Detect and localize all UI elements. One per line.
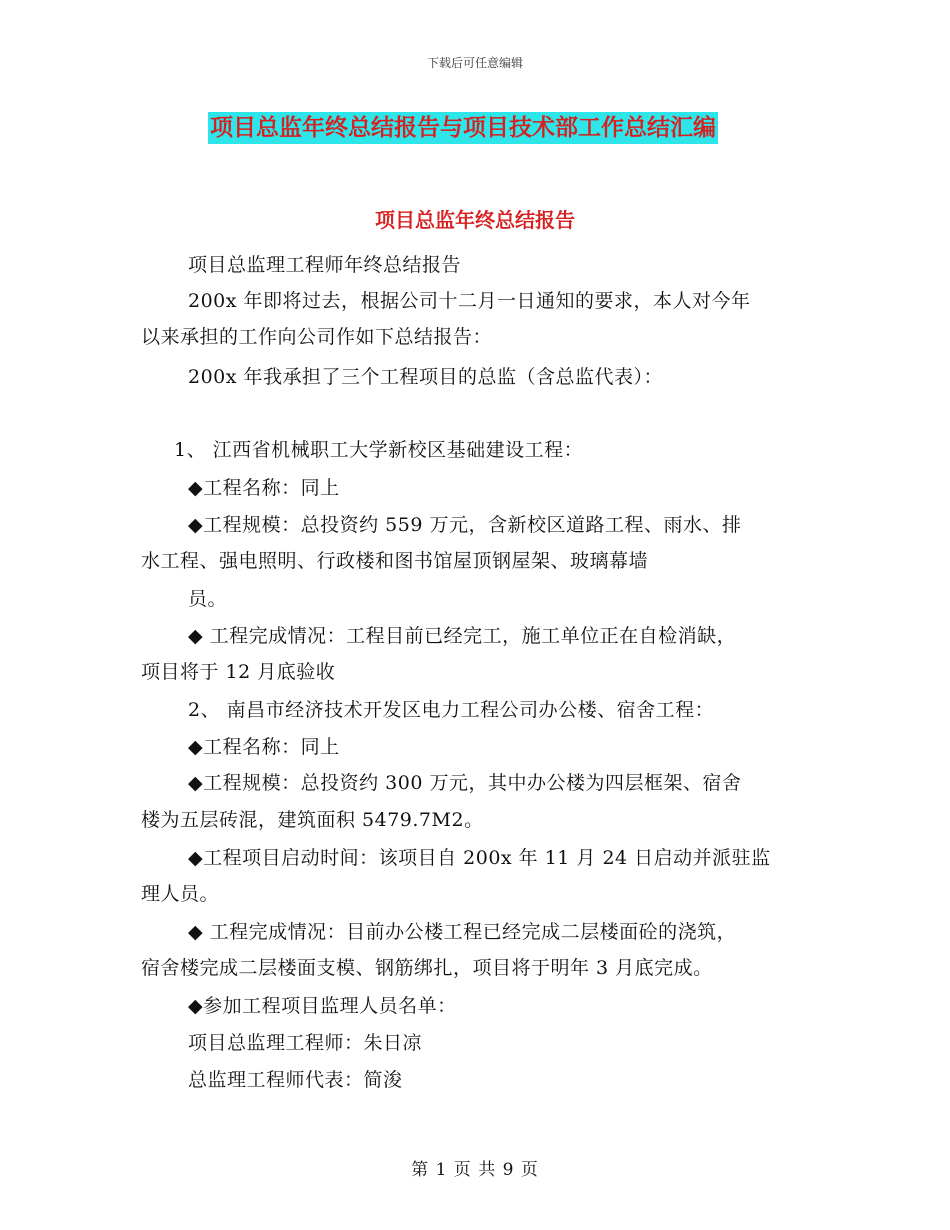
paragraph-line: 理人员。 <box>141 883 220 905</box>
document-main-title: 项目总监年终总结报告与项目技术部工作总结汇编 <box>208 112 718 144</box>
paragraph-line: 200x 年即将过去，根据公司十二月一日通知的要求，本人对今年 <box>188 290 751 312</box>
paragraph-line: ◆工程名称：同上 <box>188 736 340 758</box>
paragraph-line: 项目总监理工程师年终总结报告 <box>188 254 462 276</box>
paragraph-line: 以来承担的工作向公司作如下总结报告： <box>141 326 493 348</box>
paragraph-line: 宿舍楼完成二层楼面支模、钢筋绑扎，项目将于明年 3 月底完成。 <box>141 957 713 979</box>
paragraph-line: ◆工程规模：总投资约 300 万元，其中办公楼为四层框架、宿舍 <box>188 772 742 794</box>
paragraph-line: 项目将于 12 月底验收 <box>141 661 336 683</box>
paragraph-line: ◆ 工程完成情况：工程目前已经完工，施工单位正在自检消缺， <box>188 625 737 647</box>
paragraph-line: 项目总监理工程师：朱日凉 <box>188 1032 423 1054</box>
paragraph-line: 员。 <box>188 588 228 610</box>
list-item-heading: 1、 江西省机械职工大学新校区基础建设工程： <box>174 439 584 461</box>
paragraph-line: ◆工程规模：总投资约 559 万元，含新校区道路工程、雨水、排 <box>188 514 742 536</box>
list-item-heading: 2、 南昌市经济技术开发区电力工程公司办公楼、宿舍工程： <box>188 699 715 721</box>
paragraph-line: 200x 年我承担了三个工程项目的总监（含总监代表）： <box>188 366 664 388</box>
paragraph-line: 总监理工程师代表：简浚 <box>188 1069 403 1091</box>
paragraph-line: 水工程、强电照明、行政楼和图书馆屋顶钢屋架、玻璃幕墙 <box>141 550 649 572</box>
paragraph-line: ◆ 工程完成情况：目前办公楼工程已经完成二层楼面砼的浇筑， <box>188 921 737 943</box>
paragraph-line: ◆参加工程项目监理人员名单： <box>188 995 457 1017</box>
paragraph-line: 楼为五层砖混，建筑面积 5479.7M2。 <box>141 809 484 831</box>
page-header-note: 下载后可任意编辑 <box>426 56 523 70</box>
paragraph-line: ◆工程名称：同上 <box>188 477 340 499</box>
section-title: 项目总监年终总结报告 <box>375 208 575 232</box>
paragraph-line: ◆工程项目启动时间：该项目自 200x 年 11 月 24 日启动并派驻监 <box>188 847 771 869</box>
page-footer-pagination: 第 1 页 共 9 页 <box>411 1160 539 1180</box>
